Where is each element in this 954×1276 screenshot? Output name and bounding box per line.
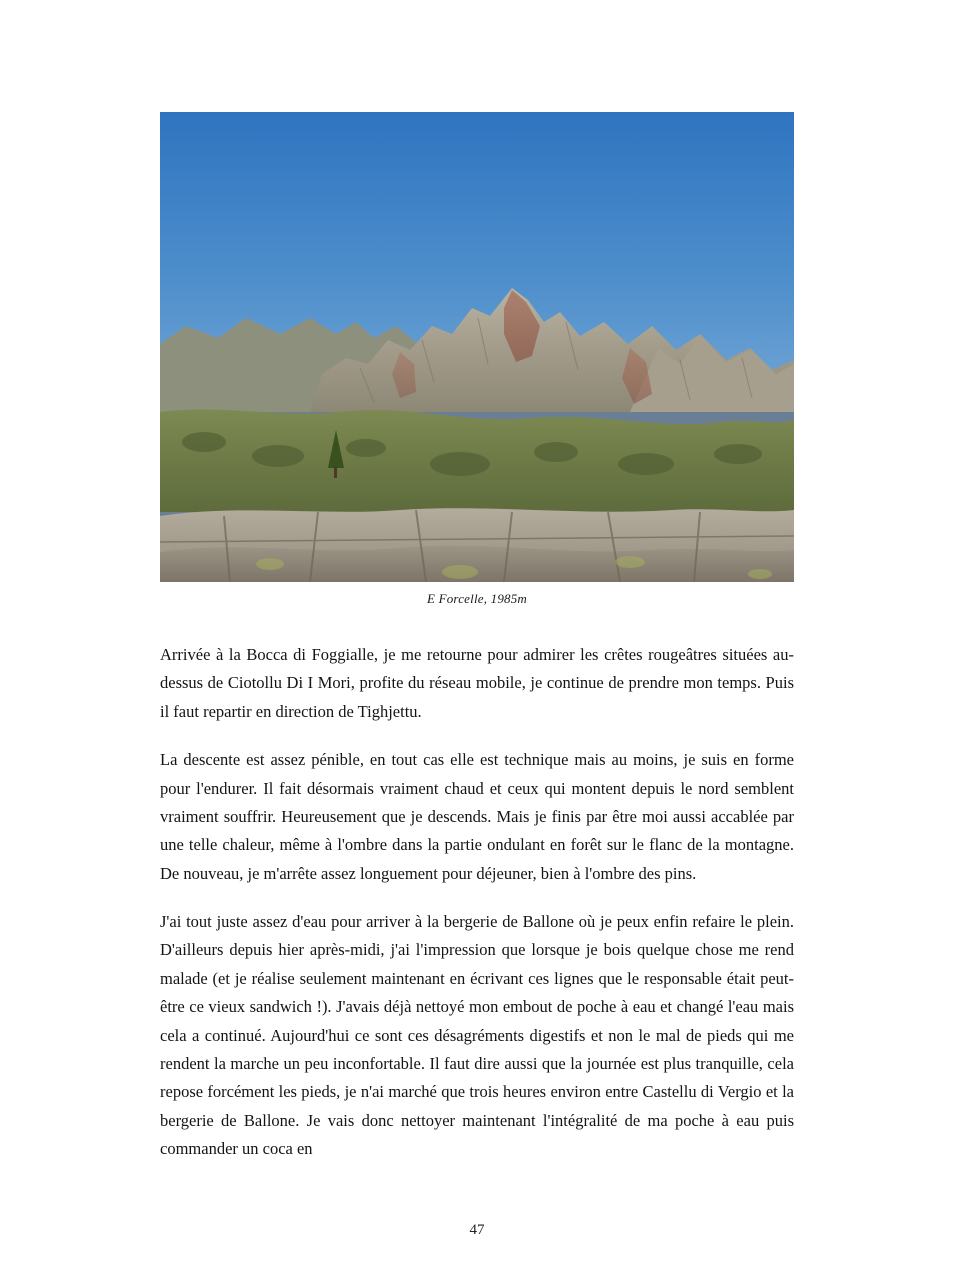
figure-block [160, 112, 794, 607]
paragraph-2: La descente est assez pénible, en tout cas elle est technique mais au moins, je suis en forme pour l'endurer. Il fait désormais vraiment chaud et ceux qui montent depuis le nord semblent vraiment souffrir. Heureusement que je descends. Mais je finis par être moi aussi accablée par une telle chaleur, même à l'ombre dans la partie ondulant en forêt sur le flanc de la montagne. De nouveau, je m'arrête assez longuement pour déjeuner, bien à l'ombre des pins. [160, 750, 794, 883]
photo-illustration [160, 112, 794, 582]
paragraph-3: J'ai tout juste assez d'eau pour arriver à la bergerie de Ballone où je peux enfin refaire le plein. D'ailleurs depuis hier après-midi, j'ai l'impression que lorsque je bois quelque chose me rend malade (et je réalise seulement maintenant en écrivant ces lignes que le responsable était peut-être ce vieux sandwich !). J'avais déjà nettoyé mon embout de poche à eau et changé l'eau mais cela a continué. Aujourd'hui ce sont ces désagréments digestifs et non le mal de pieds qui me rendent la marche un peu inconfortable. Il faut dire aussi que la journée est plus tranquille, cela repose forcément les pieds, je n'ai marché que trois heures environ entre Castellu di Vergio et la bergerie de Ballone. Je vais donc nettoyer maintenant l'intégralité de ma poche à eau puis commander un coca en [160, 912, 794, 1158]
page-number: 47 [469, 1222, 485, 1238]
paragraph-1: Arrivée à la Bocca di Foggialle, je me retourne pour admirer les crêtes rougeâtres situées au-dessus de Ciotollu Di I Mori, profite du réseau mobile, je continue de prendre mon temps. Puis il faut repartir en direction de Tighjettu. [160, 645, 794, 721]
body-text [160, 641, 794, 1163]
page-content [160, 112, 794, 1163]
figure-caption: E Forcelle, 1985m [426, 591, 528, 606]
mountain-ridge-photo [160, 112, 794, 582]
